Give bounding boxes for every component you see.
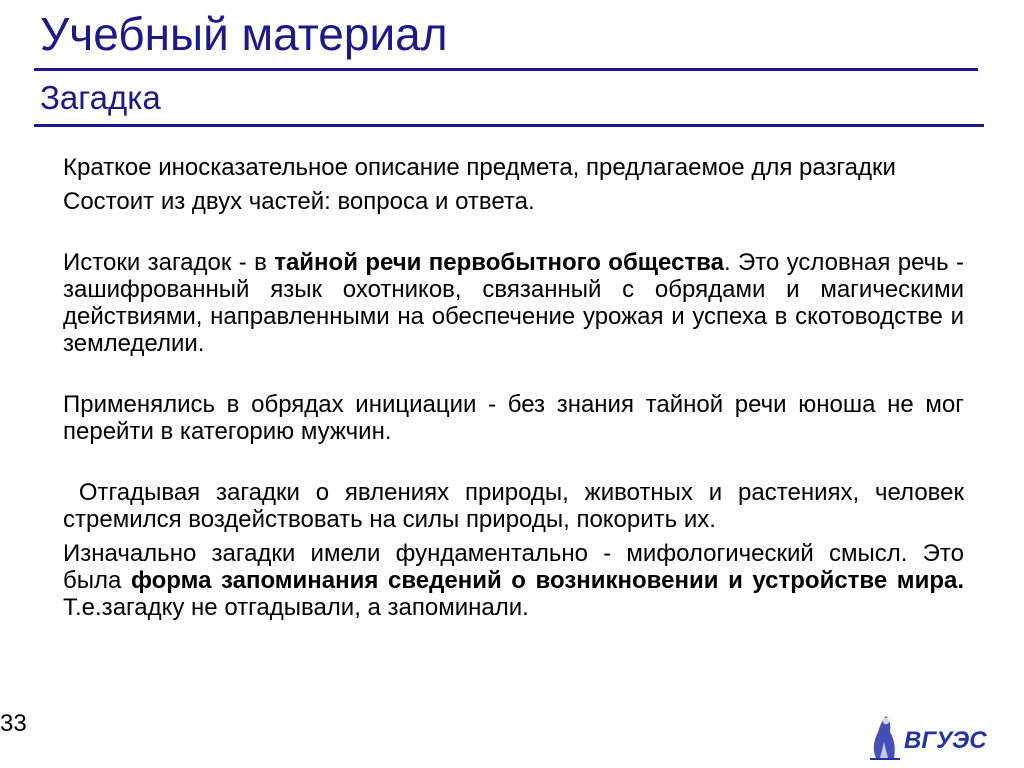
university-logo xyxy=(866,712,990,762)
title-divider xyxy=(34,68,978,71)
paragraph-origins xyxy=(63,249,964,357)
logo-text: ВГУЭС xyxy=(904,727,987,754)
paragraph-definition: Краткое иносказательное описание предмета, предлагаемое для разгадки xyxy=(63,154,896,181)
meaning-text-start: Изначально загадки имели фундаментально - мифологический смысл. Это была xyxy=(63,540,964,594)
university-emblem-icon xyxy=(866,712,990,762)
slide-content xyxy=(63,154,971,621)
paragraph-initiation: Применялись в обрядах инициации - без знания тайной речи юноша не мог перейти в категорию мужчин. xyxy=(63,391,964,445)
origins-text-start: Истоки загадок - в xyxy=(63,249,275,276)
origins-text-end: . Это условная речь - зашифрованный язык охотников, связанный с обрядами и магическими действиями, направленными на обеспечение урожая и успеха в скотоводстве и земледелии. xyxy=(63,249,964,357)
page-number: 33 xyxy=(0,710,27,737)
paragraph-structure: Состоит из двух частей: вопроса и ответа. xyxy=(63,188,535,215)
slide-title: Учебный материал xyxy=(40,8,448,60)
meaning-text-bold: форма запоминания сведений о возникновении и устройстве мира. xyxy=(130,567,964,594)
slide-subtitle: Загадка xyxy=(40,79,161,116)
meaning-text-end: Т.е.загадку не отгадывали, а запоминали. xyxy=(63,594,529,621)
paragraph-meaning xyxy=(63,540,964,621)
origins-text-bold: тайной речи первобытного общества xyxy=(274,249,724,276)
subtitle-divider xyxy=(34,124,984,127)
paragraph-nature: Отгадывая загадки о явлениях природы, животных и растениях, человек стремился воздействовать на силы природы, покорить их. xyxy=(63,479,971,533)
